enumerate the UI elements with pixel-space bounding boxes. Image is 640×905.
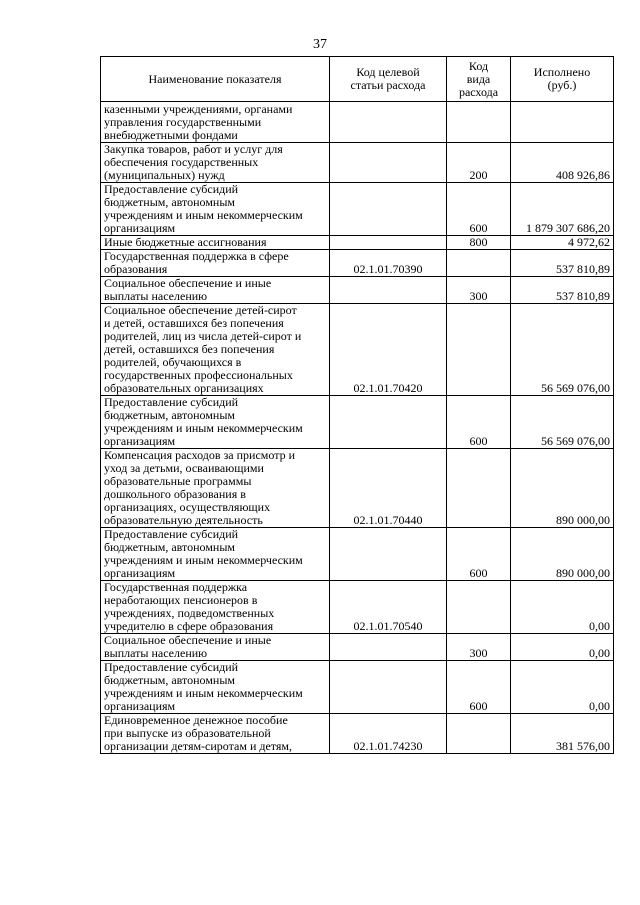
table-row	[101, 277, 614, 304]
indicator-name-cell: Компенсация расходов за присмотр и уход за детьми, осваивающими образовательные программы дошкольного образования в организациях, осуществляющих образовательную деятельность	[101, 449, 330, 528]
executed-amount-cell: 408 926,86	[511, 143, 614, 183]
table-row	[101, 183, 614, 236]
target-code-cell	[330, 277, 447, 304]
header-expense-type	[447, 57, 511, 102]
header-target-code-label: Код целевой статьи расхода	[350, 65, 426, 92]
executed-amount-cell: 537 810,89	[511, 277, 614, 304]
expense-type-cell	[447, 250, 511, 277]
target-code-cell	[330, 528, 447, 581]
expense-type-cell: 600	[447, 396, 511, 449]
expense-type-cell	[447, 449, 511, 528]
executed-amount-cell: 56 569 076,00	[511, 304, 614, 396]
header-row	[101, 57, 614, 102]
expense-type-cell	[447, 581, 511, 634]
executed-amount-cell: 0,00	[511, 634, 614, 661]
expense-type-cell: 600	[447, 183, 511, 236]
target-code-cell: 02.1.01.70540	[330, 581, 447, 634]
target-code-cell: 02.1.01.74230	[330, 714, 447, 754]
expense-type-cell	[447, 304, 511, 396]
expense-type-cell	[447, 102, 511, 143]
header-executed-amount	[511, 57, 614, 102]
executed-amount-cell: 381 576,00	[511, 714, 614, 754]
executed-amount-cell: 537 810,89	[511, 250, 614, 277]
expense-type-cell: 200	[447, 143, 511, 183]
target-code-cell	[330, 661, 447, 714]
table-row	[101, 714, 614, 754]
target-code-cell	[330, 183, 447, 236]
table-header	[101, 57, 614, 102]
header-target-code	[330, 57, 447, 102]
header-expense-type-label: Код вида расхода	[458, 58, 499, 99]
executed-amount-cell	[511, 102, 614, 143]
executed-amount-cell: 4 972,62	[511, 236, 614, 250]
expense-type-cell: 300	[447, 277, 511, 304]
table-row	[101, 250, 614, 277]
target-code-cell	[330, 102, 447, 143]
page-number: 37	[313, 37, 327, 52]
table-row	[101, 581, 614, 634]
indicator-name-cell: Социальное обеспечение и иные выплаты населению	[101, 634, 330, 661]
target-code-cell: 02.1.01.70390	[330, 250, 447, 277]
indicator-name-cell: Закупка товаров, работ и услуг для обеспечения государственных (муниципальных) нужд	[101, 143, 330, 183]
indicator-name-cell: Предоставление субсидий бюджетным, автономным учреждениям и иным некоммерческим организациям	[101, 661, 330, 714]
indicator-name-cell: Предоставление субсидий бюджетным, автономным учреждениям и иным некоммерческим организациям	[101, 396, 330, 449]
indicator-name-cell: Государственная поддержка неработающих пенсионеров в учреждениях, подведомственных учредителю в сфере образования	[101, 581, 330, 634]
indicator-name-cell: Социальное обеспечение и иные выплаты населению	[101, 277, 330, 304]
target-code-cell: 02.1.01.70440	[330, 449, 447, 528]
indicator-name-cell: казенными учреждениями, органами управления государственными внебюджетными фондами	[101, 102, 330, 143]
indicator-name-cell: Предоставление субсидий бюджетным, автономным учреждениям и иным некоммерческим организациям	[101, 528, 330, 581]
expense-type-cell: 800	[447, 236, 511, 250]
target-code-cell	[330, 143, 447, 183]
table-row	[101, 396, 614, 449]
expense-type-cell: 300	[447, 634, 511, 661]
header-executed-amount-label: Исполнено (руб.)	[533, 65, 591, 92]
expense-type-cell: 600	[447, 661, 511, 714]
target-code-cell	[330, 634, 447, 661]
header-indicator-name	[101, 57, 330, 102]
executed-amount-cell: 0,00	[511, 581, 614, 634]
indicator-name-cell: Государственная поддержка в сфере образования	[101, 250, 330, 277]
indicator-name-cell: Единовременное денежное пособие при выпуске из образовательной организации детям-сиротам и детям,	[101, 714, 330, 754]
table-row	[101, 304, 614, 396]
budget-execution-table	[100, 56, 614, 754]
executed-amount-cell: 890 000,00	[511, 528, 614, 581]
indicator-name-cell: Социальное обеспечение детей-сирот и детей, оставшихся без попечения родителей, лиц из числа детей-сирот и детей, оставшихся без попечения родителей, обучающихся в государственных профессиональных образовательных организациях	[101, 304, 330, 396]
executed-amount-cell: 890 000,00	[511, 449, 614, 528]
expense-type-cell	[447, 714, 511, 754]
header-indicator-name-label: Наименование показателя	[148, 71, 282, 86]
table-row	[101, 449, 614, 528]
executed-amount-cell: 56 569 076,00	[511, 396, 614, 449]
table-row	[101, 661, 614, 714]
table-row	[101, 236, 614, 250]
executed-amount-cell: 0,00	[511, 661, 614, 714]
indicator-name-cell: Предоставление субсидий бюджетным, автономным учреждениям и иным некоммерческим организациям	[101, 183, 330, 236]
expense-type-cell: 600	[447, 528, 511, 581]
table-row	[101, 143, 614, 183]
table-row	[101, 634, 614, 661]
table-row	[101, 528, 614, 581]
target-code-cell	[330, 396, 447, 449]
table-row	[101, 102, 614, 143]
target-code-cell	[330, 236, 447, 250]
table-body	[101, 102, 614, 754]
indicator-name-cell: Иные бюджетные ассигнования	[101, 236, 330, 250]
target-code-cell: 02.1.01.70420	[330, 304, 447, 396]
executed-amount-cell: 1 879 307 686,20	[511, 183, 614, 236]
